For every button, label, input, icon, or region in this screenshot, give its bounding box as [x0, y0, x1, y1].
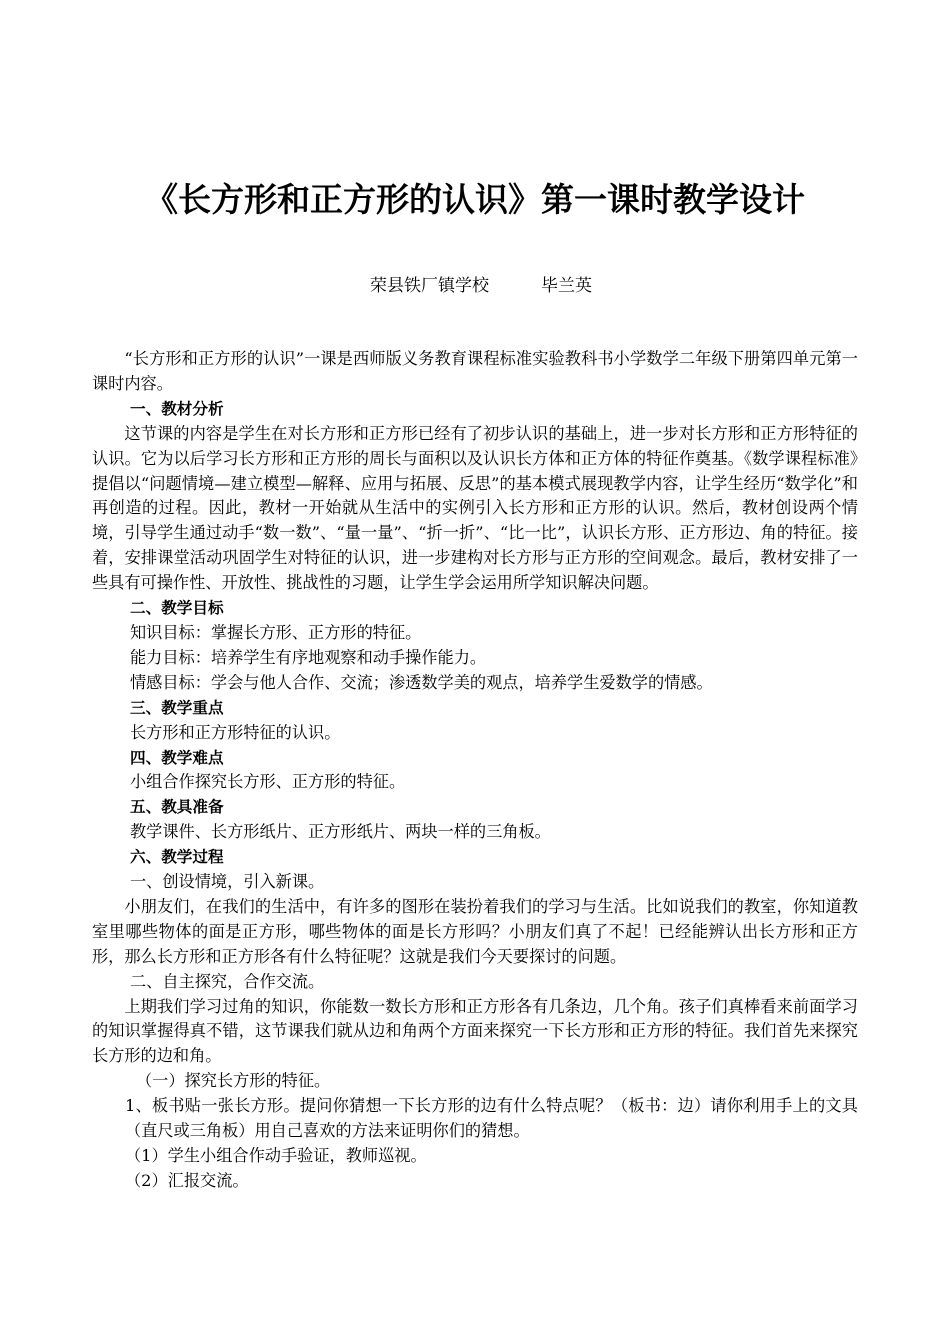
- document-body: [92, 347, 858, 1194]
- list-item: 1、板书贴一张长方形。提问你猜想一下长方形的边有什么特点呢？（板书：边）请你利用手上的文具（直尺或三角板）用自己喜欢的方法来证明你们的猜想。: [125, 1096, 858, 1141]
- list-item: （1）学生小组合作动手验证，教师巡视。: [125, 1146, 427, 1165]
- byline: [370, 274, 592, 298]
- paragraph: 教学课件、长方形纸片、正方形纸片、两块一样的三角板。: [130, 822, 551, 842]
- paragraph: 上期我们学习过角的知识，你能数一数长方形和正方形各有几条边，几个角。孩子们真棒看来前面学习的知识掌握得真不错，这节课我们就从边和角两个方面来探究一下长方形和正方形的特征。我们首先来探究长方形的边和角。: [92, 996, 858, 1066]
- section-heading: 二、教学目标: [130, 599, 224, 618]
- goal-line: 能力目标：培养学生有序地观察和动手操作能力。: [130, 647, 487, 667]
- step-heading: 一、创设情境，引入新课。: [130, 872, 325, 892]
- paragraph: 小组合作探究长方形、正方形的特征。: [130, 772, 406, 792]
- intro-paragraph: “长方形和正方形的认识”一课是西师版义务教育课程标准实验教科书小学数学二年级下册第四单元第一课时内容。: [92, 349, 858, 393]
- section-heading: 三、教学重点: [130, 698, 224, 717]
- goal-line: 知识目标：掌握长方形、正方形的特征。: [130, 622, 422, 642]
- sub-heading: （一）探究长方形的特征。: [136, 1071, 331, 1091]
- paragraph: 这节课的内容是学生在对长方形和正方形已经有了初步认识的基础上，进一步对长方形和正方形特征的认识。它为以后学习长方形和正方形的周长与面积以及认识长方体和正方体的特征作奠基。《数学课程标准》提倡以“问题情境—建立模型—解释、应用与拓展、反思”的基本模式展现教学内容，让学生经历“数学化”和再创造的过程。因此，教材一开始就从生活中的实例引入长方形和正方形的认识。然后，教材创设两个情境，引导学生通过动手“数一数”、“量一量”、“折一折”、“比一比”，认识长方形、正方形边、角的特征。接着，安排课堂活动巩固学生对特征的认识，进一步建构对长方形与正方形的空间观念。最后，教材安排了一些具有可操作性、开放性、挑战性的习题，让学生学会运用所学知识解决问题。: [92, 423, 858, 593]
- section-heading: 四、教学难点: [130, 748, 224, 767]
- school-name: 荣县铁厂镇学校: [370, 276, 489, 296]
- list-item: （2）汇报交流。: [125, 1170, 249, 1190]
- goal-line: 情感目标：学会与他人合作、交流；渗透数学美的观点，培养学生爱数学的情感。: [130, 672, 713, 692]
- section-heading: 五、教具准备: [130, 798, 224, 817]
- author-name: 毕兰英: [541, 276, 592, 296]
- document-title: 《长方形和正方形的认识》第一课时教学设计: [145, 180, 805, 219]
- paragraph: 长方形和正方形特征的认识。: [130, 722, 341, 742]
- section-heading: 一、教材分析: [130, 399, 224, 418]
- step-heading: 二、自主探究，合作交流。: [130, 971, 325, 991]
- section-heading: 六、教学过程: [130, 848, 224, 867]
- paragraph: 小朋友们，在我们的生活中，有许多的图形在装扮着我们的学习与生活。比如说我们的教室，你知道教室里哪些物体的面是正方形，哪些物体的面是长方形吗？小朋友们真了不起！已经能辨认出长方形和正方形，那么长方形和正方形各有什么特征呢？这就是我们今天要探讨的问题。: [92, 896, 858, 966]
